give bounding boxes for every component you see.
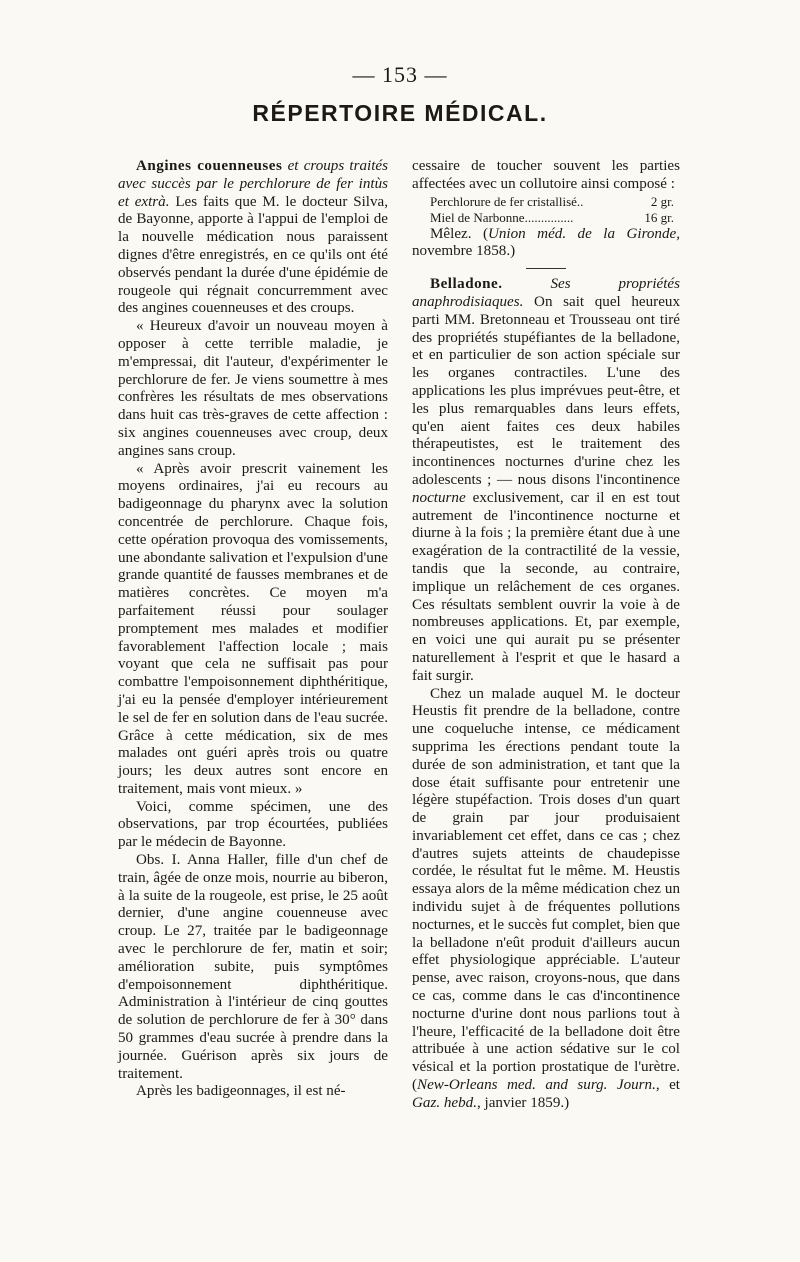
- citation-text: , et: [655, 1077, 680, 1094]
- paragraph-text: Chez un malade auquel M. le docteur Heustis fit prendre de la belladone, contre une coqueluche intense, ce médicament supprima les érections pendant toute la durée de son administration, et tant que la dose était suffisante pour entretenir une légère stupéfaction. Trois doses d'un quart de grain par jour produisaient invariablement cet effet, dans ce cas ; chez d'autres sujets atteints de chaudepisse cordée, le résultat fut le même. M. Heustis essaya alors de la même médication chez un individu sujet à de fréquentes pollutions nocturnes, et le succès fut complet, bien que la belladone n'eût produit d'ailleurs aucun effet physiologique appréciable. L'auteur pense, avec raison, croyons-nous, que dans ce cas, comme dans le cas d'incontinence nocturne d'urine dont nous parlions tout à l'heure, l'efficacité de la belladone doit être attribuée à une action sédative sur le col vésical et la portion prostatique de l'urètre. (: [412, 685, 680, 1094]
- citation-paragraph: [412, 226, 680, 262]
- paragraph: Obs. I. Anna Haller, fille d'un chef de train, âgée de onze mois, nourrie au biberon, à la suite de la rougeole, est prise, le 25 août dernier, d'une angine couenneuse avec croup. Le 27, traitée par le badigeonnage avec le perchlorure de fer, matin et soir; amélioration subite, puis symptômes d'empoisonnement diphthéritique. Administration à l'intérieur de cinq gouttes de solution de perchlorure de fer à 30° dans 50 grammes d'eau sucrée à prendre dans la journée. Guérison après six jours de traitement.: [118, 852, 388, 1082]
- right-column: [412, 158, 680, 1113]
- article-heading: Belladone.: [430, 276, 503, 293]
- citation-text: Mêlez. (: [430, 225, 488, 242]
- recipe-quantity: 2 gr.: [650, 193, 674, 209]
- paragraph-text: exclusivement, car il en est tout autrement de l'incontinence nocturne et diurne à la fois ; la première étant due à une exagération de la contractilité de la vessie, tandis que la seconde, au contraire, implique un relâchement de ces organes. Ces résultats semblent ouvrir la voie à de nombreuses applications. Et, par exemple, en voici une qui aurait pu se présenter naturellement à l'esprit et que le hasard a fait surgir.: [412, 489, 680, 684]
- paragraph: [412, 686, 680, 1113]
- paragraph: « Heureux d'avoir un nouveau moyen à opposer à cette terrible maladie, je m'empressai, dit l'auteur, d'expérimenter le perchlorure de fer. Je viens soumettre à mes confrères les résultats de mes observations dans huit cas très-graves de cette affection : six angines couenneuses avec croup, deux angines sans croup.: [118, 318, 388, 459]
- recipe-item: [430, 194, 680, 210]
- recipe-ingredient: Miel de Narbonne...............: [430, 209, 574, 225]
- page-number: — 153 —: [352, 62, 448, 87]
- paragraph: « Après avoir prescrit vainement les moyens ordinaires, j'ai eu recours au badigeonnage du pharynx avec la solution concentrée de perchlorure. Chaque fois, cette opération provoqua des vomissements, une abondante salivation et l'expulsion d'une grande quantité de fausses membranes et de matières concrètes. Ce moyen m'a parfaitement réussi pour soulager promptement mes malades et modifier favorablement l'affection locale ; mais voyant que cela ne suffisait pas pour combattre l'empoisonnement diphthéritique, j'ai eu la pensée d'employer intérieurement le sel de fer en solution dans de l'eau sucrée. Grâce à cette médication, six de mes malades ont guéri après trois ou quatre jours; les deux autres sont encore en traitement, mais vont mieux. »: [118, 460, 388, 797]
- paragraph-text: On sait quel heureux parti MM. Bretonneau et Trousseau ont tiré des propriétés stupéfiantes de la belladone, et en particulier de son action spéciale sur les organes contractiles. L'une des applications les plus imprévues peut-être, et les plus remarquables dans leurs effets, qu'en aient faites ces deux habiles thérapeutistes, est le traitement des incontinences nocturnes d'urine chez les adolescents ; — nous disons l'incontinence: [412, 293, 680, 488]
- recipe-item: [430, 210, 680, 226]
- paragraph: Voici, comme spécimen, une des observations, par trop écourtées, publiées par le médecin de Bayonne.: [118, 798, 388, 851]
- article-belladone: [412, 276, 680, 685]
- citation-source: New-Orleans med. and surg. Journ.: [417, 1077, 656, 1094]
- citation-source: Gaz. hebd.: [412, 1094, 477, 1111]
- article-angines-intro: [118, 158, 388, 318]
- article-subtitle: et croups traités avec succès par le perchlorure de fer intùs et extrà.: [118, 158, 388, 210]
- citation-source: Union méd. de la Gironde,: [487, 225, 680, 242]
- recipe-quantity: 16 gr.: [644, 209, 674, 225]
- recipe-ingredient: Perchlorure de fer cristallisé..: [430, 193, 584, 209]
- article-heading: Angines couenneuses: [136, 158, 283, 174]
- section-divider: [526, 268, 566, 269]
- citation-date: novembre 1858.): [412, 243, 516, 260]
- paragraph: cessaire de toucher souvent les parties affectées avec un collutoire ainsi composé :: [412, 158, 680, 192]
- emphasis-text: nocturne: [412, 489, 466, 506]
- paragraph-text: Les faits que M. le docteur Silva, de Bayonne, apporte à l'appui de l'emploi de la nouvelle médication nous paraissent dignes d'être enregistrés, en ce qu'ils ont été observés pendant la durée d'une épidémie de rougeole qui régnait concurremment avec des angines couenneuses et des croups.: [118, 193, 389, 317]
- left-column: [118, 158, 388, 1101]
- recipe-list: [430, 194, 680, 226]
- running-title: RÉPERTOIRE MÉDICAL.: [252, 100, 548, 126]
- citation-date: , janvier 1859.): [476, 1094, 570, 1111]
- article-subtitle: Ses propriétés anaphrodisiaques.: [412, 276, 680, 310]
- paragraph: Après les badigeonnages, il est né-: [136, 1083, 346, 1100]
